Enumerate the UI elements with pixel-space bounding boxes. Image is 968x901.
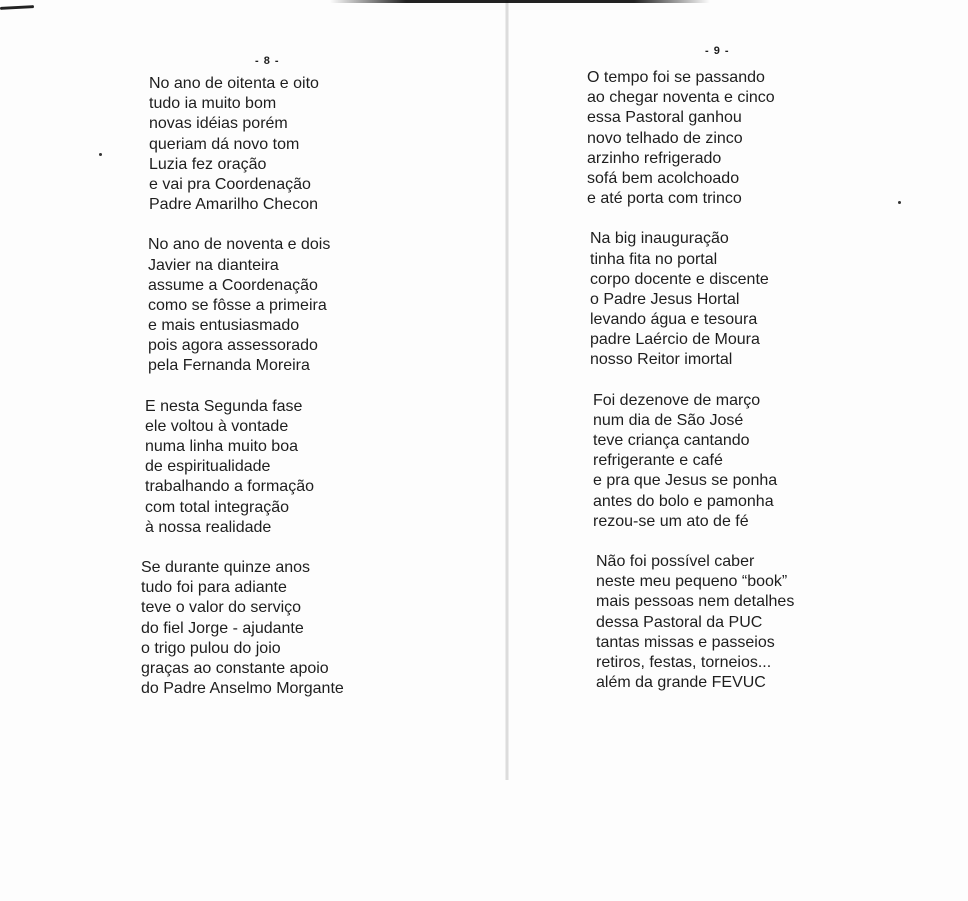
left-page-number: - 8 - [255,55,280,67]
verse-line: pela Fernanda Moreira [148,357,310,375]
verse-line: teve o valor do serviço [141,599,302,617]
verse-line: graças ao constante apoio [141,659,329,677]
verse-line: trabalhando a formação [145,478,314,496]
verse-line: Javier na dianteira [148,256,279,274]
verse-line: levando água e tesoura [590,311,758,329]
verse-line: pois agora assessorado [148,337,318,355]
verse-line: refrigerante e café [593,452,723,470]
stanza [590,229,794,370]
verse-line: ele voltou à vontade [145,417,289,435]
verse-line: mais pessoas nem detalhes [596,593,795,611]
stanza [593,391,794,532]
stanza [596,552,794,693]
stanza [141,558,344,699]
verse-line: de espiritualidade [145,458,271,476]
verse-line: No ano de oitenta e oito [149,75,319,92]
verse-line: antes do bolo e pamonha [593,492,774,510]
verse-line: tantas missas e passeios [596,633,775,651]
verse-line: Na big inauguração [590,230,729,248]
verse-line: como se fôsse a primeira [148,296,327,314]
stanza [145,397,344,538]
verse-line: No ano de noventa e dois [148,236,331,254]
verse-line: neste meu pequeno “book” [596,573,788,591]
verse-line: Não foi possível caber [596,552,755,570]
verse-line: teve criança cantando [593,432,750,449]
scan-speck [898,201,901,204]
right-page-poem [587,68,794,713]
verse-line: com total integração [145,498,290,516]
verse-line: assume a Coordenação [148,276,318,294]
verse-line: além da grande FEVUC [596,674,766,692]
verse-line: e vai pra Coordenação [149,175,311,193]
book-gutter [505,0,509,780]
verse-line: Luzia fez oração [149,155,267,173]
verse-line: e mais entusiasmado [148,317,300,335]
verse-line: tudo ia muito bom [149,95,277,113]
right-page-number: - 9 - [705,45,730,57]
verse-line: novo telhado de zinco [587,129,743,147]
verse-line: padre Laércio de Moura [590,331,760,349]
verse-line: dessa Pastoral da PUC [596,613,763,631]
verse-line: queriam dá novo tom [149,135,300,153]
stanza [149,74,344,215]
verse-line: o trigo pulou do joio [141,639,281,657]
verse-line: corpo docente e discente [590,270,769,288]
verse-line: arzinho refrigerado [587,149,722,167]
scan-corner-mark [0,5,34,10]
verse-line: do fiel Jorge - ajudante [141,619,304,637]
verse-line: num dia de São José [593,411,744,429]
verse-line: numa linha muito boa [145,438,298,455]
verse-line: sofá bem acolchoado [587,169,740,187]
stanza [148,235,344,376]
verse-line: tinha fita no portal [590,250,718,268]
verse-line: à nossa realidade [145,518,272,536]
scan-top-edge [330,0,710,3]
verse-line: Se durante quinze anos [141,558,311,576]
stanza [587,68,794,209]
scan-speck [99,153,102,156]
verse-line: Padre Amarilho Checon [149,196,318,214]
verse-line: nosso Reitor imortal [590,351,733,369]
verse-line: tudo foi para adiante [141,579,287,597]
verse-line: O tempo foi se passando [587,69,765,86]
verse-line: Foi dezenove de março [593,391,761,409]
verse-line: o Padre Jesus Hortal [590,290,740,308]
verse-line: novas idéias porém [149,115,288,133]
verse-line: e pra que Jesus se ponha [593,472,778,490]
verse-line: essa Pastoral ganhou [587,109,742,127]
verse-line: do Padre Anselmo Morgante [141,680,344,698]
verse-line: retiros, festas, torneios... [596,653,772,671]
verse-line: e até porta com trinco [587,190,742,208]
left-page-poem [143,74,344,719]
verse-line: rezou-se um ato de fé [593,512,749,530]
verse-line: E nesta Segunda fase [145,397,303,415]
verse-line: ao chegar noventa e cinco [587,89,775,107]
